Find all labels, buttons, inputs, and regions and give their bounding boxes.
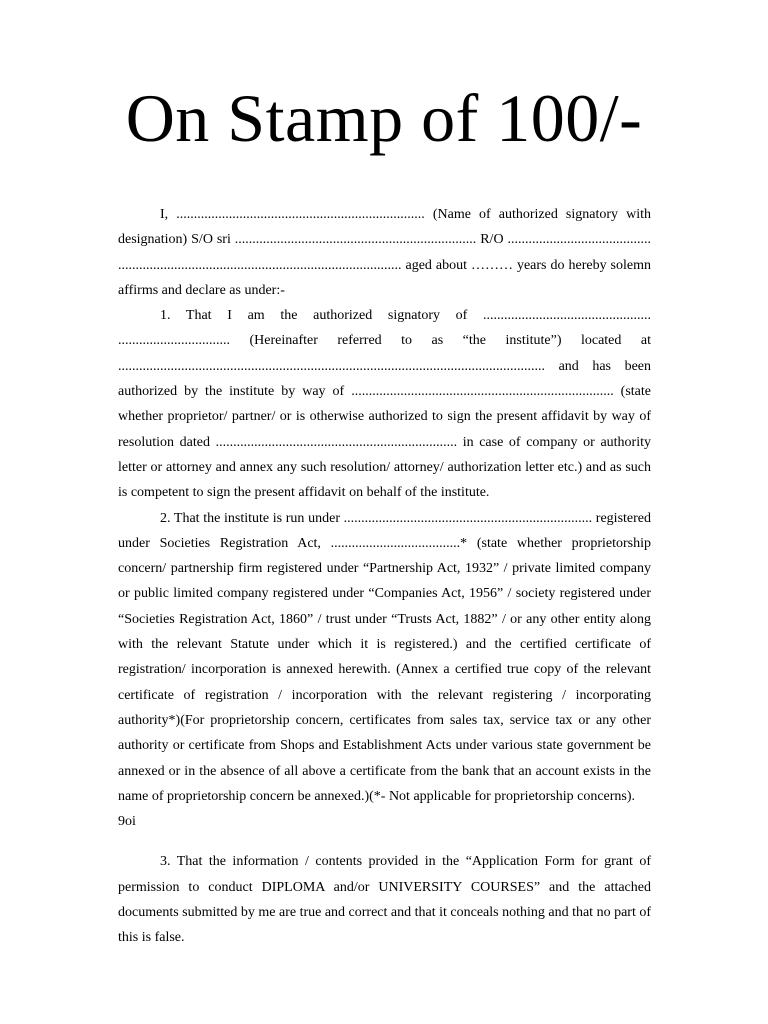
declaration-paragraph: I, ....................................................................... (Name of authorized signatory with designation) S/O sri ..................................................................... R/O ......................................... ................................................................................. aged about ……… years do hereby solemn affirms and declare as under:- <box>118 207 651 298</box>
stray-text: 9oi <box>118 814 136 830</box>
clause-2-paragraph: 2. That the institute is run under ....................................................................... registered under Societies Registration Act, .....................................* (state whether proprietorship concern/ partnership firm registered under “Partnership Act, 1932” / private limited company or public limited company registered under “Companies Act, 1956” / society registered under “Societies Registration Act, 1860” / trust under “Trusts Act, 1882” / or any other entity along with the relevant Statute under which it is registered.) and the certified certificate of registration/ incorporation is annexed herewith. (Annex a certified true copy of the relevant certificate of registration / incorporation with the relevant registering / incorporating authority*)(For proprietorship concern, certificates from sales tax, service tax or any other authority or certificate from Shops and Establishment Acts under various state government be annexed or in the absence of all above a certificate from the bank that an account exists in the name of proprietorship concern be annexed.)(*- Not applicable for proprietorship concerns). <box>118 510 651 804</box>
affidavit-body <box>118 202 651 951</box>
document-title: On Stamp of 100/- <box>125 80 643 156</box>
clause-1-paragraph: 1. That I am the authorized signatory of ................................................ ................................ (Hereinafter referred to as “the institute”) located at .......................................................................................................................... and has been authorized by the institute by way of ........................................................................... (state whether proprietor/ partner/ or is otherwise authorized to sign the present affidavit by way of resolution dated ..................................................................... in case of company or authority letter or attorney and annex any such resolution/ attorney/ authorization letter etc.) and as such is competent to sign the present affidavit on behalf of the institute. <box>118 308 651 501</box>
paragraph-gap <box>118 834 651 849</box>
clause-3-paragraph: 3. That the information / contents provided in the “Application Form for grant of permission to conduct DIPLOMA and/or UNIVERSITY COURSES” and the attached documents submitted by me are true and correct and that it conceals nothing and that no part of this is false. <box>118 854 651 946</box>
